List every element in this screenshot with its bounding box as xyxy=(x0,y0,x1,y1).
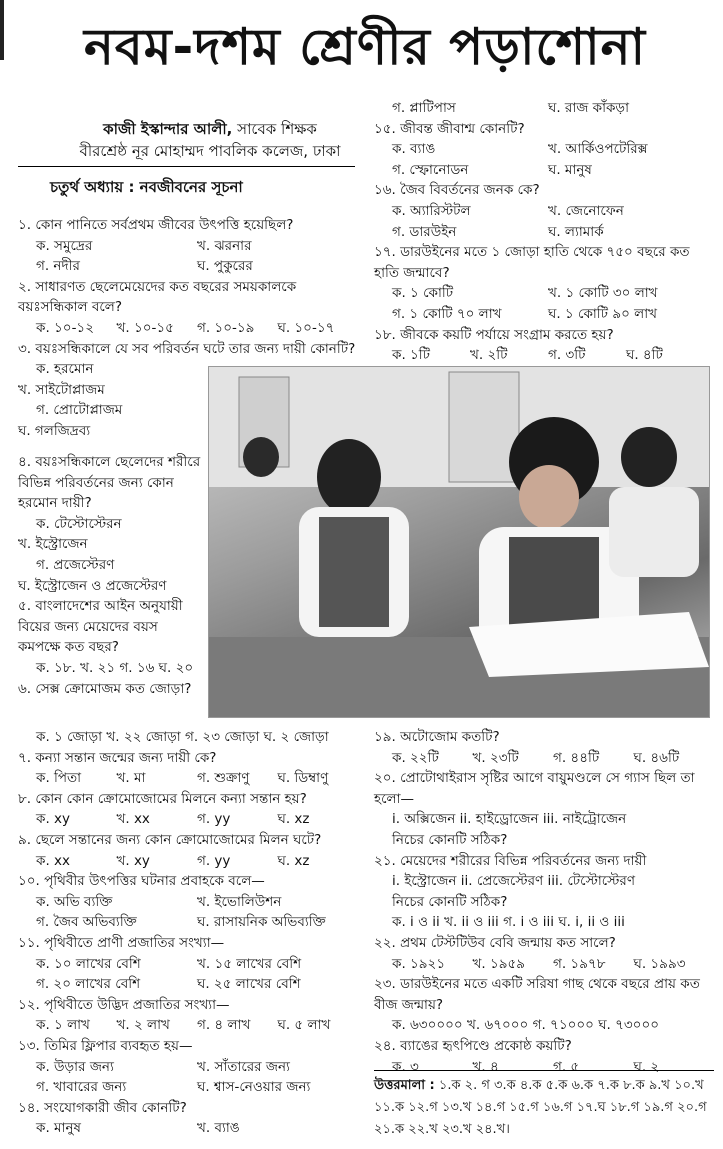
options-17b xyxy=(374,304,704,325)
options-19 xyxy=(374,748,714,769)
question-15: ১৫. জীবন্ত জীবাশ্ম কোনটি? xyxy=(374,120,525,137)
option: গ. yy xyxy=(197,852,231,869)
option: খ. ১০-১৫ xyxy=(116,319,174,336)
options-17 xyxy=(374,283,704,304)
option: খ. ব্যাঙ xyxy=(197,1120,240,1137)
question-2: ২. সাধারণত ছেলেমেয়েদের কত বছরের সময়কালকে বয়ঃসন্ধিকাল বলে? xyxy=(18,278,297,316)
options-10b xyxy=(18,912,358,933)
option: ক. ব্যাঙ xyxy=(392,141,436,158)
question-10: ১০. পৃথিবীর উৎপত্তির ঘটনার প্রবাহকে বলে— xyxy=(18,873,265,890)
option: গ. প্রজেস্টেরণ xyxy=(36,556,115,573)
option: গ. ১৯৭৮ xyxy=(553,955,606,972)
option: খ. সাইটোপ্লাজম xyxy=(18,381,105,398)
answer-key-text: ১.ক ২. গ ৩.ক ৪.ক ৫.ক ৬.ক ৭.ক ৮.ক ৯.খ ১০.খ ১১.ক ১২.গ ১৩.খ ১৪.গ ১৫.গ ১৬.গ ১৭.ঘ ১৮.গ ১৯.গ ২০.গ ২১.ক ২২.খ ২৩.খ ২৪.খ। xyxy=(374,1078,707,1137)
option: খ. ৪ xyxy=(472,1058,499,1075)
option: গ. ৫ xyxy=(553,1058,580,1075)
question-22: ২২. প্রথম টেস্টটিউব বেবি জন্মায় কত সালে? xyxy=(374,934,616,951)
option: ঘ. মানুষ xyxy=(548,161,592,178)
option: গ. yy xyxy=(197,811,231,828)
question-1: ১. কোন পানিতে সর্বপ্রথম জীবের উৎপত্তি হয়েছিল? xyxy=(18,217,294,233)
options-2 xyxy=(18,318,358,339)
option: ক. অভি ব্যক্তি xyxy=(36,893,113,910)
option: ক. টেস্টোস্টেরন xyxy=(36,515,122,532)
option: ঘ. পুকুরের xyxy=(197,258,253,275)
question-16: ১৬. জৈব বিবর্তনের জনক কে? xyxy=(374,182,540,199)
question-4: ৪. বয়ঃসন্ধিকালে ছেলেদের শরীরে বিভিন্ন পরিবর্তনের জন্য কোন হরমোন দায়ী? xyxy=(18,454,201,512)
question-14: ১৪. সংযোগকারী জীব কোনটি? xyxy=(18,1099,187,1116)
options-7 xyxy=(18,768,358,789)
option: ঘ. ১৯৯৩ xyxy=(633,955,686,972)
options-21: ক. i ও ii খ. ii ও iii গ. i ও iii ঘ. i, ii ও iii xyxy=(392,914,625,931)
option: ক. উড়ার জন্য xyxy=(36,1058,114,1075)
option: গ. ১০-১৯ xyxy=(197,319,255,336)
statements-21: i. ইস্ট্রোজেন ii. প্রেজেস্টেরণ iii. টেস্টোস্টেরণ xyxy=(392,873,636,890)
option: ঘ. রাজ কাঁকড়া xyxy=(548,100,629,116)
options-16 xyxy=(374,201,704,222)
options-18 xyxy=(374,345,704,366)
options-15b xyxy=(374,160,704,181)
option: গ. ২০ লাখের বেশি xyxy=(36,976,141,993)
question-7: ৭. কন্যা সন্তান জন্মের জন্য দায়ী কে? xyxy=(18,749,217,766)
question-8: ৮. কোন কোন ক্রোমোজোমের মিলনে কন্যা সন্তান হয়? xyxy=(18,790,307,807)
option: ক. ১৯২১ xyxy=(392,955,446,972)
option: খ. ঝরনার xyxy=(197,237,252,254)
options-11 xyxy=(18,954,358,975)
question-6: ৬. সেক্স ক্রোমোজম কত জোড়া? xyxy=(18,680,192,697)
option: গ. নদীর xyxy=(36,258,80,275)
prompt-20: নিচের কোনটি সঠিক? xyxy=(392,831,508,848)
author-block xyxy=(60,118,360,162)
prompt-21: নিচের কোনটি সঠিক? xyxy=(392,893,508,910)
left-column-mid xyxy=(18,452,203,699)
options-1 xyxy=(18,236,358,257)
option: ঘ. xz xyxy=(277,852,310,869)
options-14b xyxy=(374,98,704,119)
option: ক. xx xyxy=(36,852,71,869)
question-11: ১১. পৃথিবীতে প্রাণী প্রজাতির সংখ্যা— xyxy=(18,934,225,951)
option: ঘ. ইস্ট্রোজেন ও প্রজেস্টেরণ xyxy=(18,577,167,594)
option: খ. ১৫ লাখের বেশি xyxy=(197,955,302,972)
question-20: ২০. প্রোটোথাইরাস সৃষ্টির আগে বায়ুমণ্ডলে সে গ্যাস ছিল তা হলো— xyxy=(374,770,695,807)
question-9: ৯. ছেলে সন্তানের জন্য কোন ক্রোমোজোমের মিলন ঘটে? xyxy=(18,831,322,848)
options-22 xyxy=(374,954,714,975)
chapter-heading: চতুর্থ অধ্যায় : নবজীবনের সূচনা xyxy=(50,178,243,196)
option: ঘ. গলজিদ্রব্য xyxy=(18,422,91,439)
options-8 xyxy=(18,809,358,830)
option: খ. ইস্ট্রোজেন xyxy=(18,536,88,553)
option: ক. ২২টি xyxy=(392,749,439,766)
option: ক. ১ লাখ xyxy=(36,1017,90,1034)
option: ক. ১০ লাখের বেশি xyxy=(36,955,141,972)
option: ক. পিতা xyxy=(36,770,82,787)
options-9 xyxy=(18,851,358,872)
option: ঘ. ডিম্বাণু xyxy=(277,770,329,787)
question-19: ১৯. অটোজোম কতটি? xyxy=(374,729,500,745)
option: ক. মানুষ xyxy=(36,1120,81,1137)
option: খ. xy xyxy=(116,852,150,869)
option: ঘ. ২৫ লাখের বেশি xyxy=(197,976,301,993)
options-6: ক. ১ জোড়া খ. ২২ জোড়া গ. ২৩ জোড়া ঘ. ২ জোড়া xyxy=(36,729,329,745)
options-15 xyxy=(374,139,704,160)
options-13b xyxy=(18,1077,358,1098)
option: গ. শুক্রাণু xyxy=(197,770,250,787)
question-12: ১২. পৃথিবীতে উদ্ভিদ প্রজাতির সংখ্যা— xyxy=(18,996,230,1013)
options-12 xyxy=(18,1015,358,1036)
option: খ. জেনোফেন xyxy=(548,202,624,219)
option: ঘ. ৪৬টি xyxy=(633,749,680,766)
option: গ. প্রোটোপ্লাজম xyxy=(36,402,123,419)
option: ঘ. ১০-১৭ xyxy=(277,319,335,336)
author-institution: বীরশ্রেষ্ঠ নূর মোহাম্মদ পাবলিক কলেজ, ঢাকা xyxy=(79,142,341,160)
options-10 xyxy=(18,892,358,913)
option: ঘ. শ্বাস-নেওয়ার জন্য xyxy=(197,1079,311,1096)
option: ক. সমুদ্রের xyxy=(36,237,93,254)
option: ঘ. ৫ লাখ xyxy=(277,1017,331,1034)
students-exam-photo xyxy=(208,366,710,718)
option: খ. xx xyxy=(116,811,150,828)
option: খ. ২টি xyxy=(470,347,508,364)
photo-illustration xyxy=(209,367,709,717)
question-17: ১৭. ডারউইনের মতে ১ জোড়া হাতি থেকে ৭৫০ বছরে কত হাতি জন্মাবে? xyxy=(374,244,690,281)
option: ক. অ্যারিস্টটল xyxy=(392,202,471,219)
option: ঘ. রাসায়নিক অভিব্যক্তি xyxy=(197,914,326,931)
option: খ. ১ কোটি ৩০ লাখ xyxy=(548,285,658,302)
option: ক. ৩ xyxy=(392,1058,419,1075)
options-23: ক. ৬৩০০০০ খ. ৬৭০০০ গ. ৭১০০০ ঘ. ৭৩০০০ xyxy=(392,1017,660,1034)
question-24: ২৪. ব্যাঙের হৃৎপিণ্ডে প্রকোষ্ঠ কয়টি? xyxy=(374,1037,572,1054)
question-21: ২১. মেয়েদের শরীরের বিভিন্ন পরিবর্তনের জন্য দায়ী xyxy=(374,852,647,869)
question-13: ১৩. তিমির ফ্লিপার ব্যবহৃত হয়— xyxy=(18,1037,193,1054)
option: গ. প্লাটিপাস xyxy=(392,100,456,116)
option: গ. স্ফোনোডন xyxy=(392,161,469,178)
option: ক. হরমোন xyxy=(36,361,94,378)
right-column-top xyxy=(374,98,704,366)
option: খ. ২৩টি xyxy=(472,749,519,766)
option: ঘ. ৪টি xyxy=(626,347,663,364)
right-column-bottom xyxy=(374,727,714,1077)
option: ঘ. ল্যামার্ক xyxy=(548,223,604,240)
statements-20: i. অক্সিজেন ii. হাইড্রোজেন iii. নাইট্রোজেন xyxy=(392,811,627,828)
edge-rule xyxy=(0,0,4,60)
option: গ. ৪ লাখ xyxy=(197,1017,251,1034)
option: খ. ২ লাখ xyxy=(116,1017,170,1034)
option: গ. ৩টি xyxy=(548,347,586,364)
question-5: ৫. বাংলাদেশের আইন অনুযায়ী বিয়ের জন্য মেয়েদের বয়স কমপক্ষে কত বছর? xyxy=(18,598,183,656)
option: গ. খাবারের জন্য xyxy=(36,1079,127,1096)
answer-key-label: উত্তরমালা : xyxy=(374,1078,435,1093)
option: গ. ডারউইন xyxy=(392,223,457,240)
option: ক. xy xyxy=(36,811,71,828)
option: খ. ১৯৫৯ xyxy=(472,955,525,972)
question-3: ৩. বয়ঃসন্ধিকালে যে সব পরিবর্তন ঘটে তার জন্য দায়ী কোনটি? xyxy=(18,340,356,357)
option: ক. ১টি xyxy=(392,347,431,364)
option: ঘ. xz xyxy=(277,811,310,828)
option: ক. ১ কোটি xyxy=(392,285,454,302)
options-13 xyxy=(18,1057,358,1078)
option: ক. ১০-১২ xyxy=(36,319,94,336)
options-16b xyxy=(374,222,704,243)
option: গ. ১ কোটি ৭০ লাখ xyxy=(392,305,502,322)
option: খ. সাঁতারের জন্য xyxy=(197,1058,290,1075)
option: খ. মা xyxy=(116,770,146,787)
page-title: নবম-দশম শ্রেণীর পড়াশোনা xyxy=(84,18,646,76)
option: খ. ইভোলিউশন xyxy=(197,893,282,910)
options-11b xyxy=(18,974,358,995)
answer-key xyxy=(374,1070,714,1141)
question-23: ২৩. ডারউইনের মতে একটি সরিষা গাছ থেকে বছরে প্রায় কত বীজ জন্মায়? xyxy=(374,976,700,1013)
option: ঘ. ২ xyxy=(633,1058,660,1075)
left-column-bottom xyxy=(18,727,358,1139)
option: ঘ. ১ কোটি ৯০ লাখ xyxy=(548,305,657,322)
options-5: ক. ১৮. খ. ২১ গ. ১৬ ঘ. ২০ xyxy=(36,659,194,676)
options-14 xyxy=(18,1118,358,1139)
option: খ. আর্কিওপটেরিক্স xyxy=(548,141,648,158)
options-1b xyxy=(18,256,358,277)
option: গ. জৈব অভিব্যক্তি xyxy=(36,914,137,931)
divider xyxy=(18,166,355,167)
author-name: কাজী ইস্কান্দার আলী, xyxy=(103,120,233,138)
option: গ. ৪৪টি xyxy=(553,749,600,766)
question-18: ১৮. জীবকে কয়টি পর্যায়ে সংগ্রাম করতে হয়? xyxy=(374,326,614,343)
author-role: সাবেক শিক্ষক xyxy=(232,120,317,138)
